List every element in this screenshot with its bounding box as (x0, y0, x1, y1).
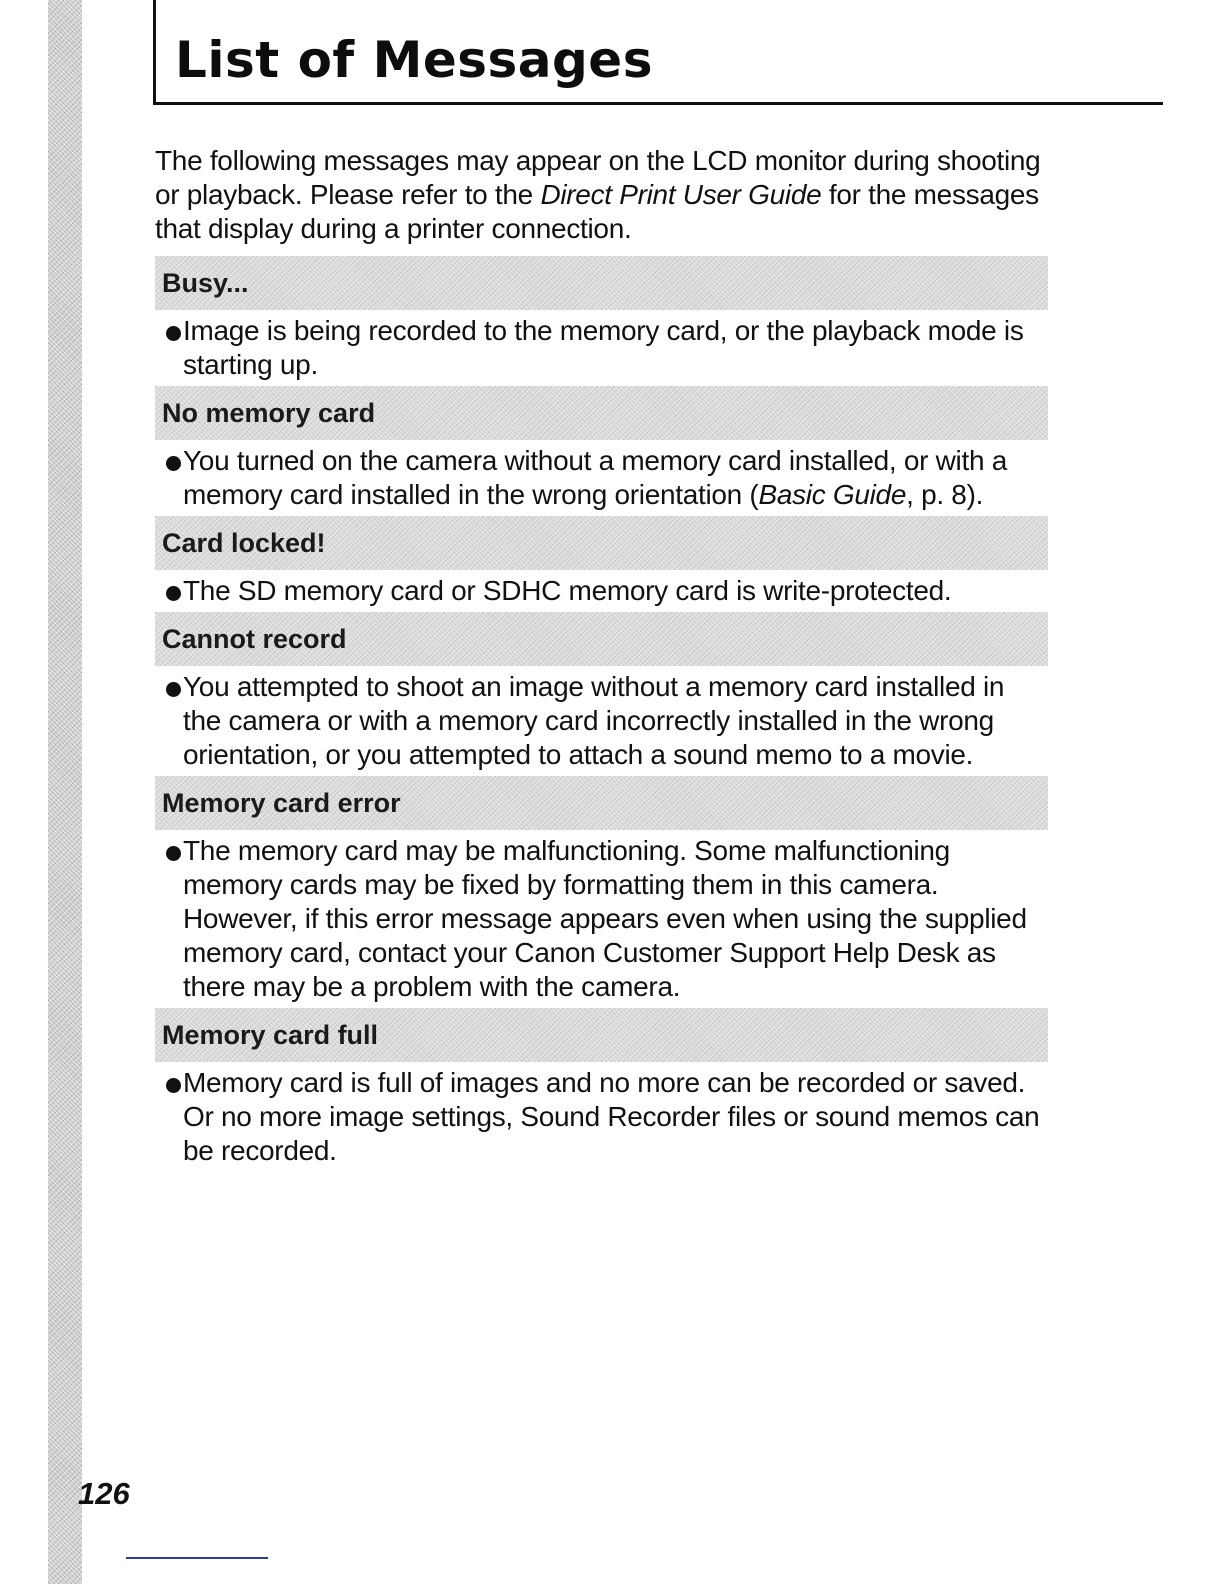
message-header: Busy... (155, 256, 1048, 310)
message-memory-card-error (155, 776, 1048, 1008)
message-description (155, 570, 1048, 612)
message-description (155, 830, 1048, 1008)
message-description (155, 1062, 1048, 1168)
intro-text-after: for the messages that display during a printer connection. (155, 179, 1039, 244)
page-content (155, 144, 1048, 1168)
bullet-icon (166, 682, 181, 697)
message-header: Memory card full (155, 1008, 1048, 1062)
message-card-locked (155, 516, 1048, 612)
message-description (155, 666, 1048, 776)
message-header: Cannot record (155, 612, 1048, 666)
message-cannot-record (155, 612, 1048, 776)
page-number: 126 (78, 1476, 130, 1511)
message-text: Memory card is full of images and no more can be recorded or saved. Or no more image settings, Sound Recorder files or sound memos can be recorded. (183, 1067, 1040, 1166)
intro-paragraph (155, 144, 1048, 246)
intro-text-before: The following messages may appear on the LCD monitor during shooting or playback. Please refer to the (155, 145, 1041, 210)
bullet-icon (166, 846, 181, 861)
message-text: The memory card may be malfunctioning. Some malfunctioning memory cards may be fixed by formatting them in this camera. However, if this error message appears even when using the supplied memory card, contact your Canon Customer Support Help Desk as there may be a problem with the camera. (183, 835, 1027, 1002)
bullet-icon (166, 456, 181, 471)
message-no-memory-card (155, 386, 1048, 516)
message-header: Memory card error (155, 776, 1048, 830)
message-text: You attempted to shoot an image without a memory card installed in the camera or with a memory card incorrectly installed in the wrong orientation, or you attempted to attach a sound memo to a movie. (183, 671, 1005, 770)
message-header: Card locked! (155, 516, 1048, 570)
bullet-icon (166, 326, 181, 341)
page-title: List of Messages (175, 31, 653, 89)
message-text-end: , p. 8). (906, 479, 984, 510)
message-busy (155, 256, 1048, 386)
message-header: No memory card (155, 386, 1048, 440)
basic-guide-reference: Basic Guide (758, 479, 907, 510)
side-tab-strip (48, 0, 82, 1584)
message-description (155, 310, 1048, 386)
bullet-icon (166, 586, 181, 601)
message-text: You turned on the camera without a memory card installed, or with a memory card installed in the wrong orientation ( (183, 445, 1007, 510)
footer-rule (126, 1557, 268, 1559)
message-description (155, 440, 1048, 516)
title-rule-horizontal (153, 102, 1163, 105)
title-rule-vertical (153, 0, 156, 105)
message-text: The SD memory card or SDHC memory card is write-protected. (183, 575, 952, 606)
bullet-icon (166, 1078, 181, 1093)
message-memory-card-full (155, 1008, 1048, 1168)
guide-title: Direct Print User Guide (540, 179, 822, 210)
message-text: Image is being recorded to the memory card, or the playback mode is starting up. (183, 315, 1024, 380)
